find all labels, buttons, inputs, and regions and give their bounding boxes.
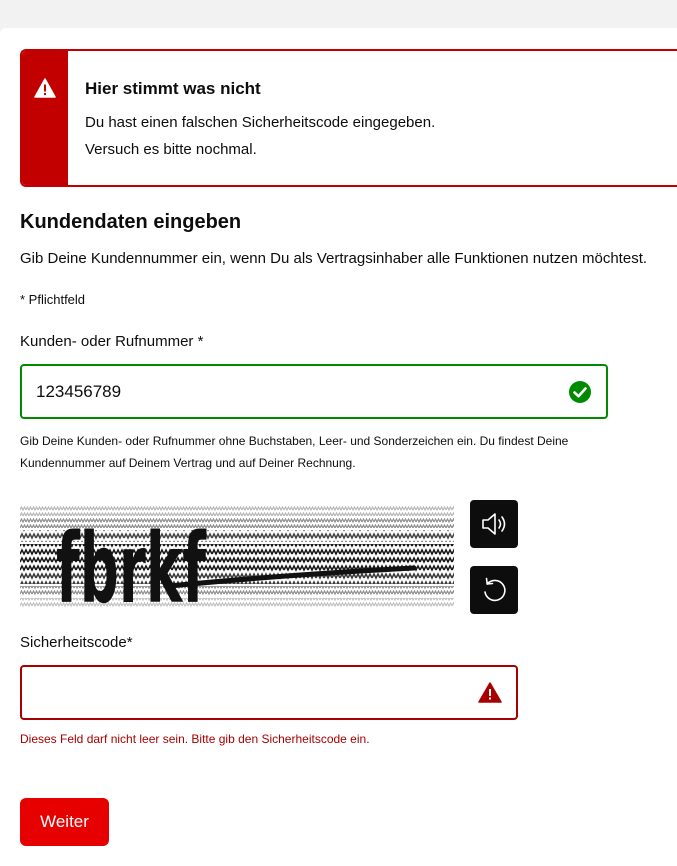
captcha-image xyxy=(20,500,454,612)
alert-stripe xyxy=(22,51,68,185)
security-code-field-wrapper xyxy=(20,665,518,720)
page-title: Kundendaten eingeben xyxy=(20,211,242,233)
warning-triangle-icon xyxy=(34,78,56,98)
refresh-icon xyxy=(479,575,509,605)
intro-text: Gib Deine Kundennummer ein, wenn Du als Vertragsinhaber alle Funktionen nutzen möchtest. xyxy=(20,250,648,267)
customer-number-helper: Gib Deine Kunden- oder Rufnummer ohne Buchstaben, Leer- und Sonderzeichen ein. Du findest Deine Kundennummer auf Deinem Vertrag und auf Deiner Rechnung. xyxy=(20,434,569,470)
captcha-text: fbrkf xyxy=(56,513,207,612)
speaker-icon xyxy=(479,509,509,539)
security-code-input[interactable] xyxy=(36,667,460,718)
alert-message-line-2: Versuch es bitte nochmal. xyxy=(85,141,257,158)
check-circle-icon xyxy=(568,380,592,404)
customer-number-field-wrapper xyxy=(20,364,608,419)
customer-number-label: Kunden- oder Rufnummer * xyxy=(20,333,204,350)
captcha-audio-button[interactable] xyxy=(470,500,518,548)
security-code-error: Dieses Feld darf nicht leer sein. Bitte gib den Sicherheitscode ein. xyxy=(20,732,370,746)
submit-button[interactable]: Weiter xyxy=(20,798,109,846)
error-triangle-icon xyxy=(478,681,502,705)
security-code-label: Sicherheitscode* xyxy=(20,634,133,651)
customer-number-input[interactable] xyxy=(36,366,550,417)
captcha-refresh-button[interactable] xyxy=(470,566,518,614)
captcha-graphic xyxy=(20,500,454,612)
form-card xyxy=(0,28,677,866)
alert-title: Hier stimmt was nicht xyxy=(85,79,261,98)
alert-message-line-1: Du hast einen falschen Sicherheitscode eingegeben. xyxy=(85,114,436,131)
required-note: * Pflichtfeld xyxy=(20,292,86,307)
error-alert xyxy=(20,49,677,187)
